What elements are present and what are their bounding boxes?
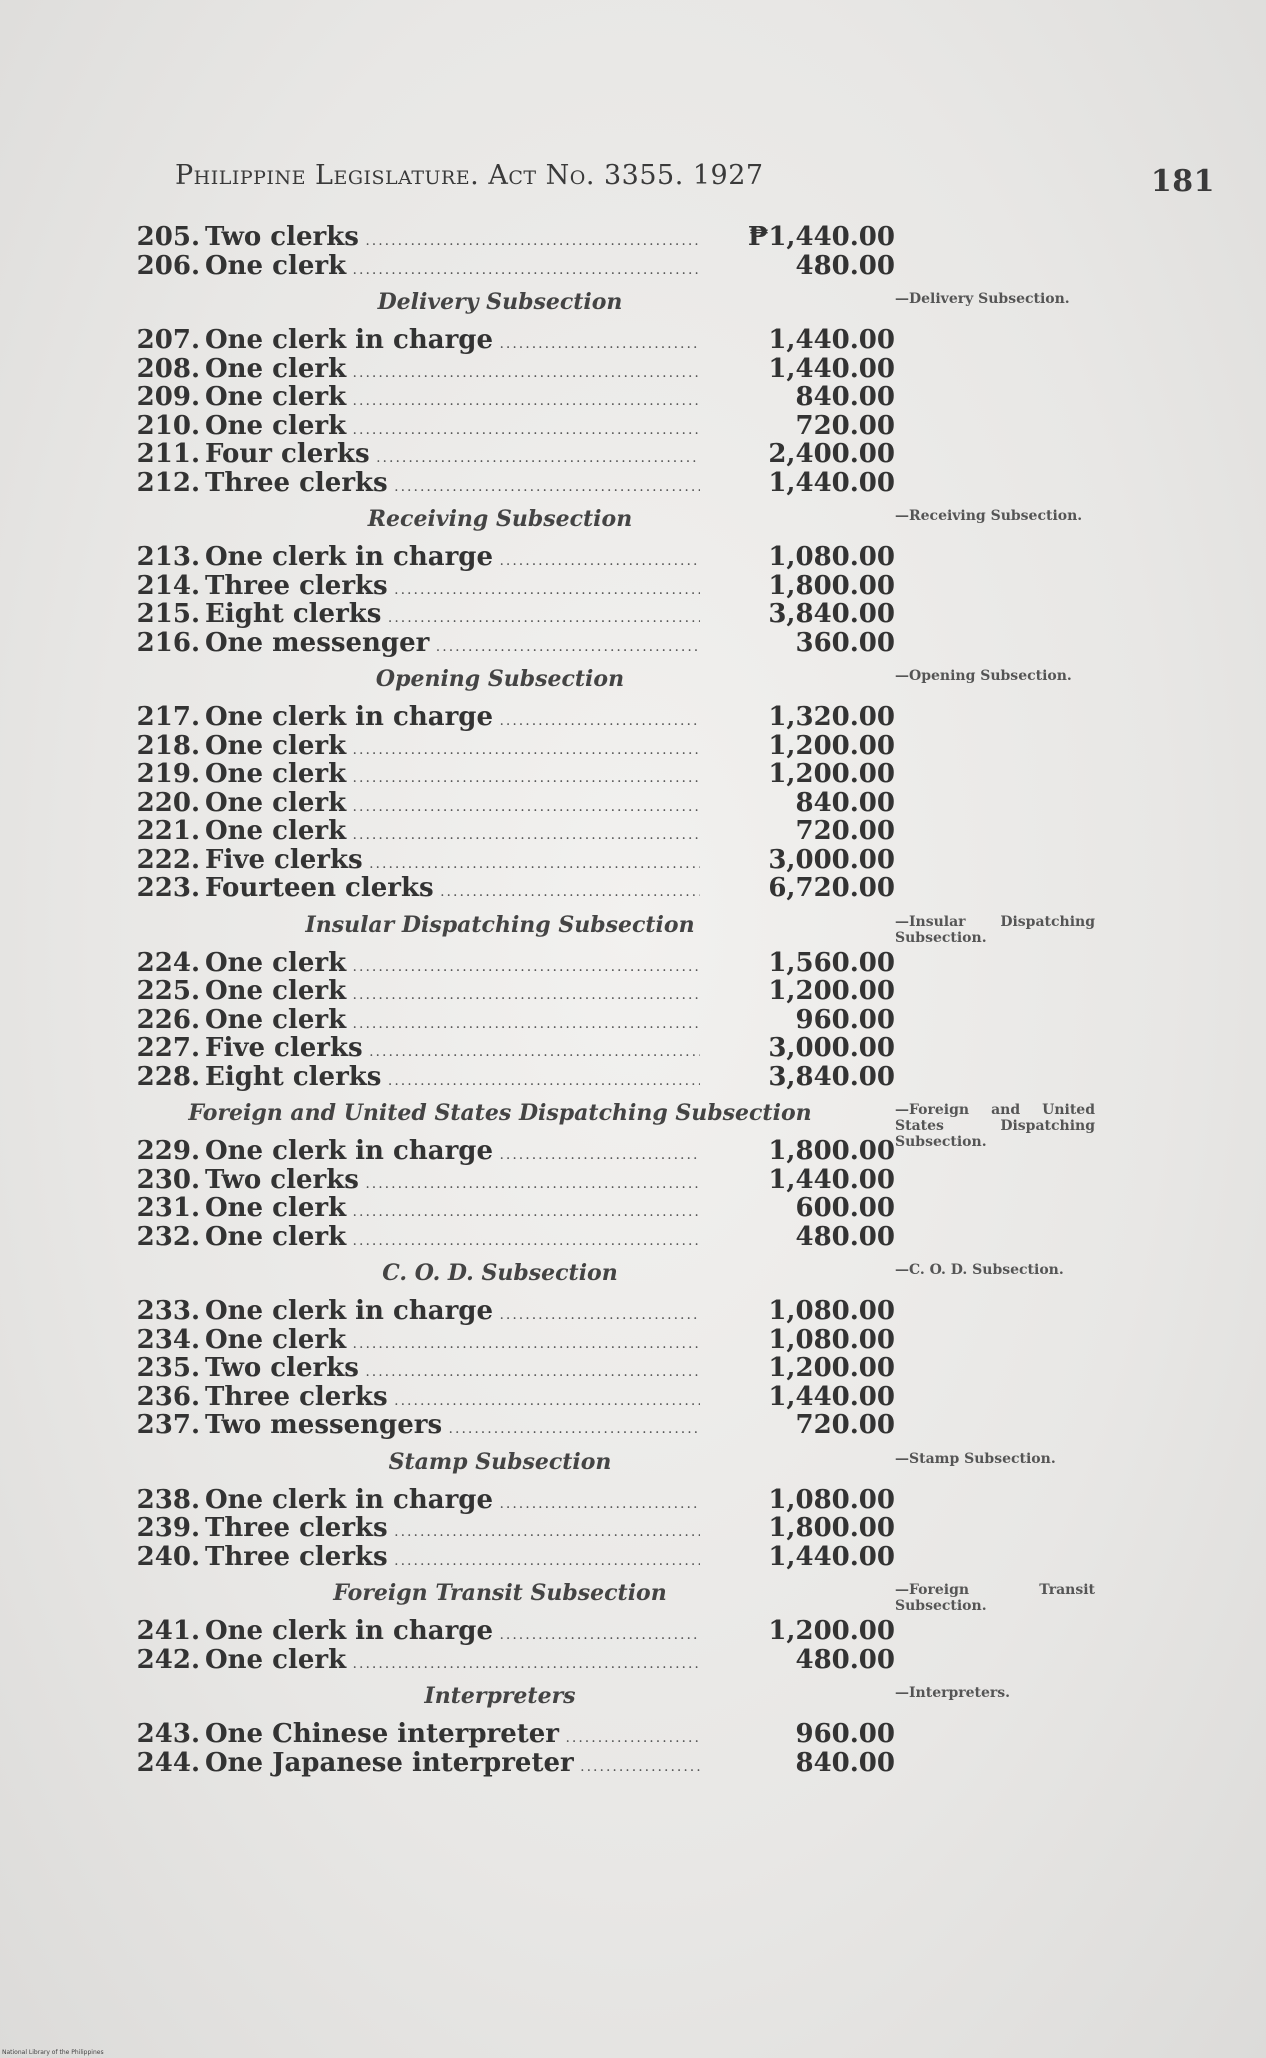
item-amount: 1,800.00 xyxy=(768,1513,895,1543)
item-amount: 1,200.00 xyxy=(768,759,895,789)
item-number: 243. xyxy=(136,1719,200,1749)
margin-note: —Foreign Transit Subsection. xyxy=(895,1582,1095,1614)
line-item xyxy=(0,1410,1266,1439)
line-item xyxy=(0,382,1266,411)
item-description: Fourteen clerks ..... xyxy=(205,873,700,903)
item-description: One clerk ..... xyxy=(205,251,700,281)
item-amount: 1,200.00 xyxy=(768,730,895,761)
section-heading xyxy=(0,656,1266,702)
item-amount: 1,080.00 xyxy=(768,542,895,572)
item-amount: 1,440.00 xyxy=(768,325,895,355)
item-number: 242. xyxy=(136,1644,200,1675)
item-amount: 1,200.00 xyxy=(768,1616,895,1646)
item-number: 228. xyxy=(136,1061,200,1092)
item-description: One clerk ..... xyxy=(205,354,700,384)
line-item xyxy=(0,702,1266,731)
line-item xyxy=(0,599,1266,628)
item-amount: 720.00 xyxy=(795,1410,895,1440)
item-amount: 1,320.00 xyxy=(768,702,895,732)
item-description: Five clerks ..... xyxy=(205,845,700,875)
item-number: 236. xyxy=(136,1381,200,1412)
margin-note: —Delivery Subsection. xyxy=(895,291,1070,307)
item-number: 230. xyxy=(136,1164,200,1195)
margin-note: —Insular Dispatching Subsection. xyxy=(895,913,1095,946)
item-description: One clerk ..... xyxy=(205,1193,700,1223)
margin-note: —C. O. D. Subsection. xyxy=(895,1262,1064,1278)
item-amount: 1,560.00 xyxy=(768,947,895,978)
line-item xyxy=(0,1353,1266,1382)
section-heading xyxy=(0,1250,1266,1296)
item-number: 240. xyxy=(136,1541,200,1572)
item-description: Three clerks ..... xyxy=(205,1513,700,1543)
item-number: 214. xyxy=(136,570,200,601)
item-number: 205. xyxy=(136,222,200,252)
item-amount: 480.00 xyxy=(795,250,895,281)
section-title: Foreign Transit Subsection xyxy=(333,1580,667,1606)
line-item xyxy=(0,439,1266,468)
item-number: 209. xyxy=(136,382,200,412)
item-number: 215. xyxy=(136,599,200,629)
section-title: Delivery Subsection xyxy=(377,289,623,315)
item-number: 225. xyxy=(136,976,200,1006)
line-item xyxy=(0,1382,1266,1411)
item-amount: 720.00 xyxy=(795,410,895,441)
item-description: One clerk ..... xyxy=(205,1222,700,1252)
item-description: Three clerks ..... xyxy=(205,1382,700,1412)
line-item xyxy=(0,1193,1266,1222)
item-description: One clerk in charge ..... xyxy=(205,325,700,355)
line-item xyxy=(0,222,1266,251)
item-amount: 2,400.00 xyxy=(768,439,895,469)
line-item xyxy=(0,1136,1266,1165)
item-amount: 1,440.00 xyxy=(768,1541,895,1572)
section-title: Receiving Subsection xyxy=(367,506,633,532)
section-title: Foreign and United States Dispatching Subsection xyxy=(188,1100,812,1126)
item-description: Two clerks ..... xyxy=(205,222,700,252)
item-description: One clerk ..... xyxy=(205,1325,700,1355)
line-item xyxy=(0,628,1266,657)
item-amount: 720.00 xyxy=(795,816,895,846)
item-amount: 1,200.00 xyxy=(768,976,895,1006)
item-amount: 960.00 xyxy=(795,1004,895,1035)
item-description: Eight clerks ..... xyxy=(205,599,700,629)
item-number: 210. xyxy=(136,410,200,441)
line-item xyxy=(0,411,1266,440)
item-amount: ₱1,440.00 xyxy=(747,222,895,252)
item-number: 231. xyxy=(136,1193,200,1223)
item-description: One clerk in charge ..... xyxy=(205,1136,700,1166)
item-description: One clerk ..... xyxy=(205,759,700,789)
line-item xyxy=(0,251,1266,280)
item-number: 206. xyxy=(136,250,200,281)
margin-note: —Foreign and United States Dispatching Subsection. xyxy=(895,1102,1095,1150)
item-amount: 3,840.00 xyxy=(768,599,895,629)
item-number: 232. xyxy=(136,1221,200,1252)
item-number: 223. xyxy=(136,873,200,903)
item-number: 220. xyxy=(136,787,200,818)
item-number: 212. xyxy=(136,467,200,498)
running-title: Philippine Legislature. Act No. 3355. 1927 xyxy=(175,160,764,191)
item-amount: 1,440.00 xyxy=(768,1381,895,1412)
item-description: One clerk in charge ..... xyxy=(205,1296,700,1326)
item-amount: 1,800.00 xyxy=(768,1136,895,1166)
line-item xyxy=(0,1513,1266,1542)
item-number: 235. xyxy=(136,1353,200,1383)
item-number: 211. xyxy=(136,439,200,469)
item-amount: 6,720.00 xyxy=(768,873,895,903)
item-amount: 1,440.00 xyxy=(768,1164,895,1195)
item-number: 213. xyxy=(136,542,200,572)
item-number: 233. xyxy=(136,1296,200,1326)
item-number: 227. xyxy=(136,1033,200,1063)
item-amount: 1,800.00 xyxy=(768,570,895,601)
line-item xyxy=(0,816,1266,845)
item-description: One clerk ..... xyxy=(205,382,700,412)
item-amount: 1,440.00 xyxy=(768,353,895,384)
section-title: C. O. D. Subsection xyxy=(382,1260,618,1286)
section-heading xyxy=(0,1439,1266,1485)
section-heading xyxy=(0,1673,1266,1719)
margin-note: —Receiving Subsection. xyxy=(895,508,1083,524)
item-description: Three clerks ..... xyxy=(205,1542,700,1572)
section-title: Stamp Subsection xyxy=(388,1448,612,1475)
section-heading xyxy=(0,279,1266,325)
item-description: One clerk ..... xyxy=(205,948,700,978)
item-description: One clerk ..... xyxy=(205,788,700,818)
line-item xyxy=(0,1165,1266,1194)
item-number: 217. xyxy=(136,702,200,732)
line-item xyxy=(0,1645,1266,1674)
item-number: 238. xyxy=(136,1484,200,1515)
item-amount: 480.00 xyxy=(795,1221,895,1252)
section-heading xyxy=(0,1090,1266,1150)
item-amount: 3,000.00 xyxy=(768,1033,895,1063)
item-description: One clerk ..... xyxy=(205,1645,700,1675)
line-item xyxy=(0,1325,1266,1354)
item-amount: 840.00 xyxy=(795,1747,895,1778)
line-item xyxy=(0,1616,1266,1645)
page-number: 181 xyxy=(1150,164,1215,199)
section-heading xyxy=(0,902,1266,948)
item-description: Three clerks ..... xyxy=(205,468,700,498)
margin-note: —Stamp Subsection. xyxy=(895,1450,1056,1467)
item-description: Two messengers ..... xyxy=(205,1410,700,1440)
item-number: 229. xyxy=(136,1136,200,1166)
item-description: One Chinese interpreter ..... xyxy=(205,1719,700,1749)
item-amount: 3,000.00 xyxy=(768,844,895,875)
item-number: 218. xyxy=(136,730,200,761)
item-description: One messenger ..... xyxy=(205,628,700,658)
item-amount: 360.00 xyxy=(795,627,895,658)
line-item xyxy=(0,468,1266,497)
item-description: One clerk ..... xyxy=(205,411,700,441)
section-heading xyxy=(0,496,1266,542)
item-number: 237. xyxy=(136,1410,200,1440)
item-description: One clerk ..... xyxy=(205,1005,700,1035)
line-item xyxy=(0,788,1266,817)
item-number: 224. xyxy=(136,947,200,978)
line-item xyxy=(0,1748,1266,1777)
section-heading xyxy=(0,1570,1266,1616)
line-item xyxy=(0,325,1266,354)
appropriation-list xyxy=(0,222,1266,1776)
item-description: One clerk in charge ..... xyxy=(205,1616,700,1646)
item-description: Two clerks ..... xyxy=(205,1353,700,1383)
item-number: 241. xyxy=(136,1616,200,1646)
item-description: Three clerks ..... xyxy=(205,571,700,601)
item-description: One Japanese interpreter ..... xyxy=(205,1748,700,1778)
item-description: Five clerks ..... xyxy=(205,1033,700,1063)
item-number: 244. xyxy=(136,1747,200,1778)
section-title: Interpreters xyxy=(424,1683,576,1709)
item-description: One clerk in charge ..... xyxy=(205,702,700,732)
margin-note: —Opening Subsection. xyxy=(895,668,1072,684)
line-item xyxy=(0,542,1266,571)
item-description: One clerk in charge ..... xyxy=(205,542,700,572)
item-amount: 960.00 xyxy=(795,1719,895,1749)
item-description: One clerk in charge ..... xyxy=(205,1485,700,1515)
line-item xyxy=(0,873,1266,902)
item-amount: 480.00 xyxy=(795,1644,895,1675)
line-item xyxy=(0,1542,1266,1571)
line-item xyxy=(0,1062,1266,1091)
item-amount: 3,840.00 xyxy=(768,1061,895,1092)
item-amount: 600.00 xyxy=(795,1193,895,1223)
item-amount: 840.00 xyxy=(795,382,895,412)
item-amount: 1,080.00 xyxy=(768,1484,895,1515)
line-item xyxy=(0,354,1266,383)
item-number: 222. xyxy=(136,844,200,875)
item-number: 207. xyxy=(136,325,200,355)
item-number: 221. xyxy=(136,816,200,846)
line-item xyxy=(0,1719,1266,1748)
item-amount: 840.00 xyxy=(795,787,895,818)
line-item xyxy=(0,976,1266,1005)
line-item xyxy=(0,845,1266,874)
line-item xyxy=(0,571,1266,600)
item-number: 208. xyxy=(136,353,200,384)
item-amount: 1,080.00 xyxy=(768,1296,895,1326)
line-item xyxy=(0,1485,1266,1514)
line-item xyxy=(0,731,1266,760)
footer-credit: National Library of the Philippines xyxy=(2,2049,104,2056)
line-item xyxy=(0,759,1266,788)
item-amount: 1,440.00 xyxy=(768,467,895,498)
margin-note: —Interpreters. xyxy=(895,1685,1011,1701)
item-description: One clerk ..... xyxy=(205,816,700,846)
item-description: One clerk ..... xyxy=(205,731,700,761)
item-number: 226. xyxy=(136,1004,200,1035)
item-number: 234. xyxy=(136,1324,200,1355)
item-description: Four clerks ..... xyxy=(205,439,700,469)
section-title: Insular Dispatching Subsection xyxy=(305,911,695,938)
item-amount: 1,200.00 xyxy=(768,1353,895,1383)
item-amount: 1,080.00 xyxy=(768,1324,895,1355)
line-item xyxy=(0,1296,1266,1325)
item-description: Two clerks ..... xyxy=(205,1165,700,1195)
line-item xyxy=(0,1005,1266,1034)
section-title: Opening Subsection xyxy=(375,666,625,692)
line-item xyxy=(0,948,1266,977)
line-item xyxy=(0,1222,1266,1251)
item-number: 216. xyxy=(136,627,200,658)
line-item xyxy=(0,1033,1266,1062)
item-number: 219. xyxy=(136,759,200,789)
item-description: One clerk ..... xyxy=(205,976,700,1006)
item-description: Eight clerks ..... xyxy=(205,1062,700,1092)
item-number: 239. xyxy=(136,1513,200,1543)
